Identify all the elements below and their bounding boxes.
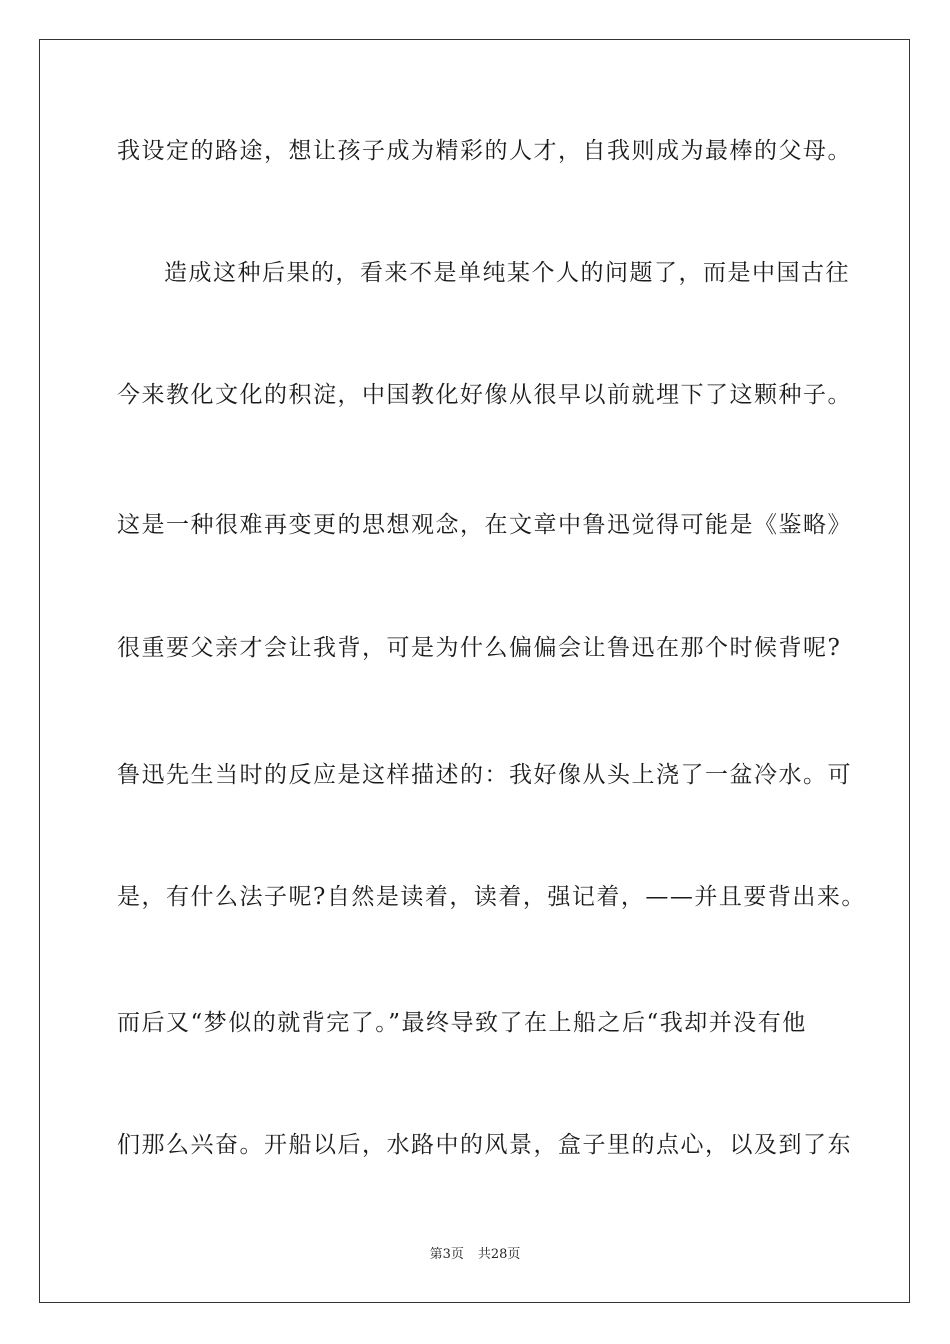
paragraph-line-9: 们那么兴奋。开船以后，水路中的风景，盒子里的点心，以及到了东 xyxy=(117,1132,852,1158)
paragraph-line-2: 造成这种后果的，看来不是单纯某个人的问题了，而是中国古往 xyxy=(164,260,850,286)
page-total: 共28页 xyxy=(477,1247,521,1262)
page-footer xyxy=(0,1246,950,1264)
paragraph-line-8: 而后又“梦似的就背完了。”最终导致了在上船之后“我却并没有他 xyxy=(117,1010,807,1036)
page-border xyxy=(39,39,910,1303)
paragraph-line-5: 很重要父亲才会让我背，可是为什么偏偏会让鲁迅在那个时候背呢? xyxy=(117,635,842,661)
paragraph-line-1: 我设定的路途，想让孩子成为精彩的人才，自我则成为最棒的父母。 xyxy=(117,138,852,164)
page-number: 第3页 xyxy=(429,1247,464,1262)
paragraph-line-6: 鲁迅先生当时的反应是这样描述的：我好像从头上浇了一盆冷水。可 xyxy=(117,762,852,788)
paragraph-line-3: 今来教化文化的积淀，中国教化好像从很早以前就埋下了这颗种子。 xyxy=(117,382,852,408)
paragraph-line-7: 是，有什么法子呢?自然是读着，读着，强记着，——并且要背出来。 xyxy=(117,884,866,910)
paragraph-line-4: 这是一种很难再变更的思想观念，在文章中鲁迅觉得可能是《鉴略》 xyxy=(117,512,852,538)
